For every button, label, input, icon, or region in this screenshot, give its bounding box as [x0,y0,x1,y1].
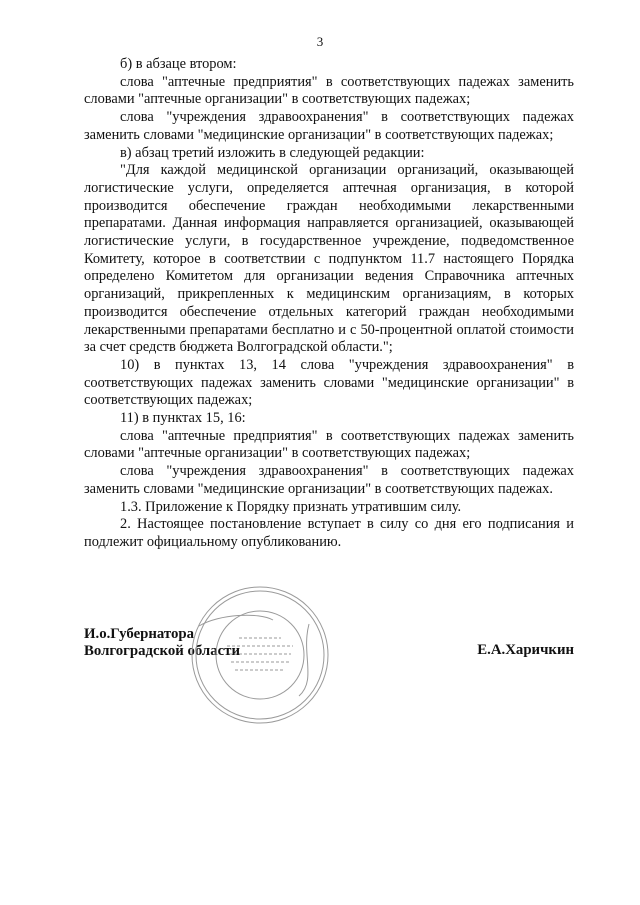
paragraph: 1.3. Приложение к Порядку признать утратившим силу. [120,498,462,515]
signature-flourish [199,615,273,626]
signatory-name: Е.А.Харичкин [477,642,574,658]
official-seal-stamp [189,584,331,726]
paragraph: 10) в пунктах 13, 14 слова "учреждения здравоохранения" в соответствующих падежах заменить словами "медицинские организации" в соответствующих падежах; [84,356,574,409]
seal-inner-ring [196,591,324,719]
signatory-title-line1: И.о.Губернатора [84,626,195,642]
paragraph: "Для каждой медицинской организации организаций, оказывающей логистические услуги, определяется аптечная организация, в которой производится обеспечение граждан необходимыми лекарственными препаратами. Данная информация направляется организацией, оказывающей логистические услуги, в государственное учреждение, подведомственное Комитету, которое в соответствии с подпунктом 11.7 настоящего Порядка определено Комитетом для организации ведения Справочника аптечных организаций, прикрепленных к медицинским организациям, в которых производится обеспечение отдельных категорий граждан необходимыми лекарственными препаратами бесплатно и с 50-процентной оплатой стоимости за счет средств бюджета Волгоградской области."; [84,162,574,356]
paragraph: слова "аптечные предприятия" в соответствующих падежах заменить словами "аптечные организации" в соответствующих падежах; [84,73,574,108]
paragraph: слова "аптечные предприятия" в соответствующих падежах заменить словами "аптечные организации" в соответствующих падежах; [84,427,574,462]
paragraph: слова "учреждения здравоохранения" в соответствующих падежах заменить словами "медицинские организации" в соответствующих падежах; [84,109,574,143]
seal-center-ring [216,611,304,699]
seal-outer-ring [192,587,328,723]
document-body [84,56,574,552]
page-number: 3 [316,34,324,49]
seal-center-lines [227,638,293,670]
paragraph: в) абзац третий изложить в следующей редакции: [120,144,425,161]
signatory-title-line2: Волгоградской области [84,643,240,659]
paragraph: б) в абзаце втором: [120,56,237,72]
paragraph: слова "учреждения здравоохранения" в соответствующих падежах заменить словами "медицинские организации" в соответствующих падежах. [84,463,574,497]
paragraph: 11) в пунктах 15, 16: [120,410,246,427]
paragraph: 2. Настоящее постановление вступает в силу со дня его подписания и подлежит официальному опубликованию. [84,516,574,550]
